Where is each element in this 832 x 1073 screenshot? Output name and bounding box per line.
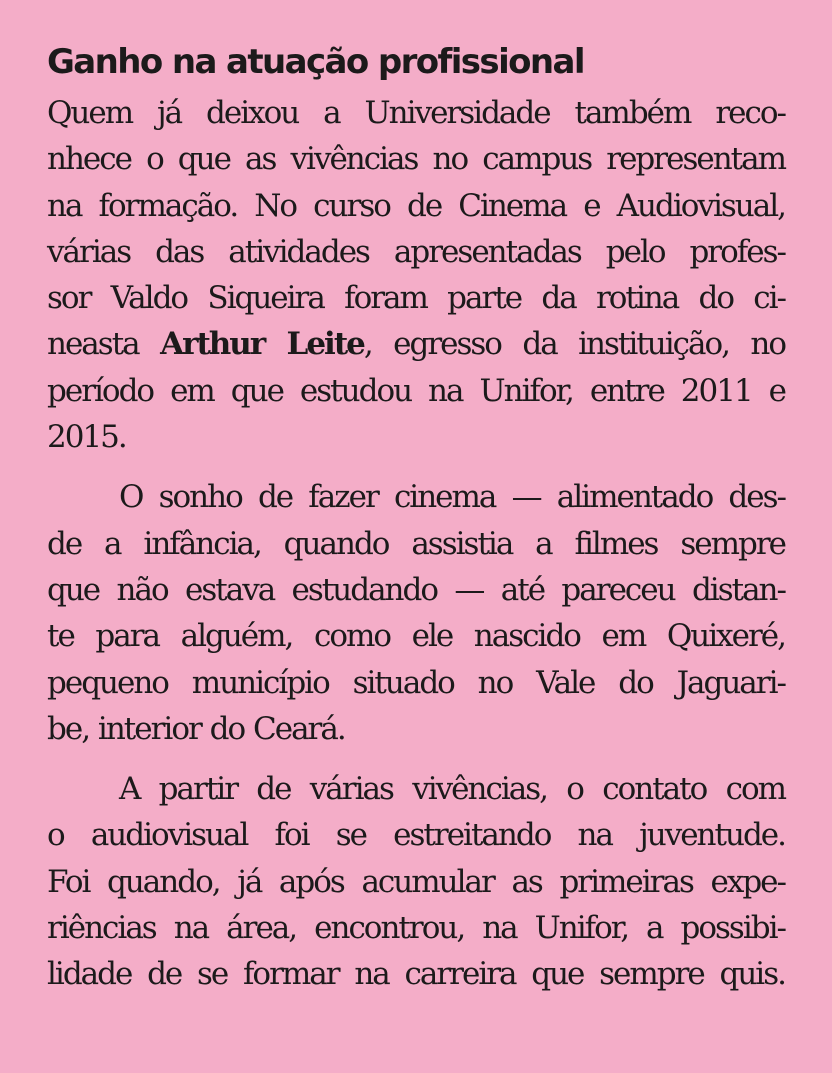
paragraph-line: Quem já deixou a Universidade também reco- xyxy=(47,95,785,131)
paragraph-line: lidade de se formar na carreira que sempre quis. xyxy=(47,956,785,993)
paragraph-line: de a infância, quando assistia a filmes sempre xyxy=(47,525,785,562)
paragraph-line: na formação. No curso de Cinema e Audiovisual, xyxy=(47,187,785,224)
paragraph-line: que não estava estudando — até pareceu distan- xyxy=(47,571,785,608)
paragraph-line: Foi quando, já após acumular as primeiras expe- xyxy=(47,863,785,900)
paragraph-line: nhece o que as vivências no campus representam xyxy=(47,141,785,178)
line-text-before-name: neasta xyxy=(47,326,161,363)
line-text-after-name: , egresso da instituição, no xyxy=(363,326,786,363)
paragraph-line: O sonho de fazer cinema — alimentado des- xyxy=(119,479,785,516)
paragraph-line: riências na área, encontrou, na Unifor, a possibi- xyxy=(47,910,785,947)
paragraph-line: be, interior do Ceará. xyxy=(47,710,345,747)
paragraph-line-with-name xyxy=(47,321,785,367)
person-name: Arthur Leite xyxy=(160,326,364,363)
article xyxy=(47,34,785,998)
paragraph-2 xyxy=(47,474,785,752)
paragraph-3 xyxy=(47,766,785,997)
paragraph-line: 2015. xyxy=(47,419,126,456)
paragraph-line: período em que estudou na Unifor, entre 2011 e xyxy=(47,372,785,409)
paragraph-line: pequeno município situado no Vale do Jaguari- xyxy=(47,664,785,701)
section-heading: Ganho na atuação profissional xyxy=(47,42,584,82)
paragraph-line: te para alguém, como ele nascido em Quixeré, xyxy=(47,618,785,655)
paragraph-1 xyxy=(47,90,785,460)
paragraph-line: A partir de várias vivências, o contato com xyxy=(119,771,785,808)
paragraph-line: várias das atividades apresentadas pelo profes- xyxy=(47,233,785,270)
paragraph-line: o audiovisual foi se estreitando na juventude. xyxy=(47,817,785,854)
paragraph-line: sor Valdo Siqueira foram parte da rotina do ci- xyxy=(47,280,785,317)
